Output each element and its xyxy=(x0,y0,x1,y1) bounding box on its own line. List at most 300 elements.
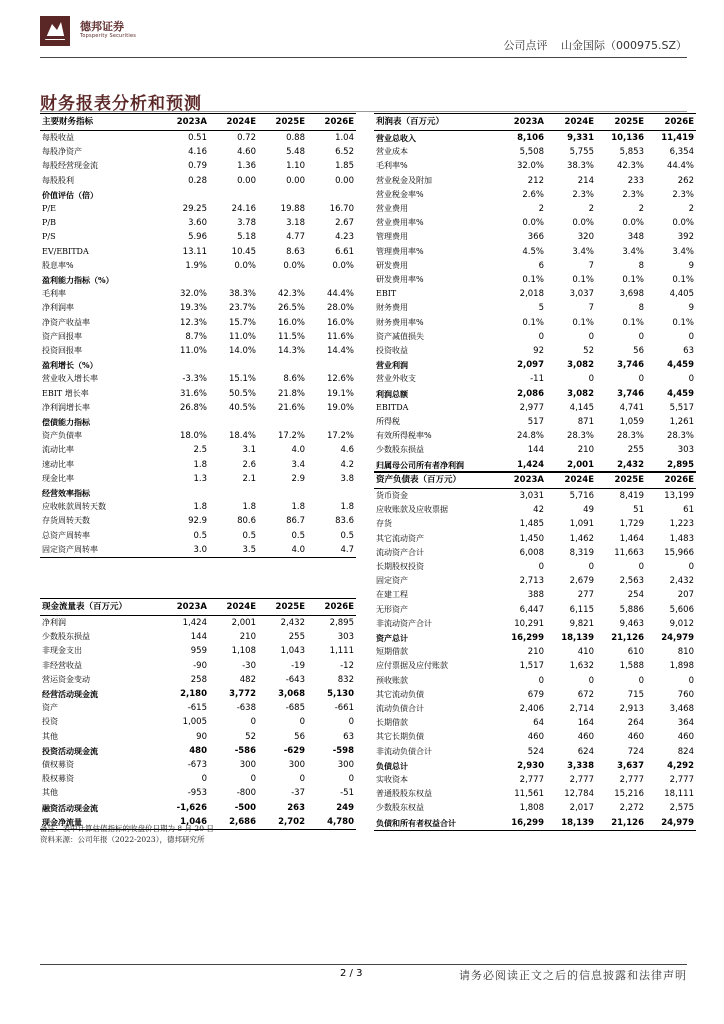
row-value: 4.7 xyxy=(307,543,356,558)
row-value: 760 xyxy=(677,689,694,700)
row-value: 3.1 xyxy=(242,445,256,456)
table-row xyxy=(374,702,696,716)
row-value: 3.8 xyxy=(340,473,354,484)
row-value: 2.3% xyxy=(572,189,594,200)
row-value: 56 xyxy=(633,346,644,357)
row-value: 8 xyxy=(638,260,644,271)
table-row xyxy=(40,744,356,758)
row-value: 5 xyxy=(538,303,544,314)
table-row xyxy=(374,230,696,244)
table-row xyxy=(374,730,696,744)
row-value: 1.8 xyxy=(291,502,305,513)
row-value: 4,459 xyxy=(667,388,694,399)
row-label: 速动比率 xyxy=(42,459,74,469)
table-row xyxy=(40,443,356,457)
row-value: 392 xyxy=(677,232,694,243)
table-row xyxy=(40,259,356,273)
row-value: 2,001 xyxy=(231,618,256,628)
year-header: 2026E xyxy=(307,114,356,131)
row-value: 2,563 xyxy=(619,576,644,587)
row-label: 固定资产 xyxy=(376,576,408,586)
row-value: 2.9 xyxy=(291,473,305,484)
row-value xyxy=(209,486,258,500)
row-value: 264 xyxy=(627,718,644,729)
row-value: 8,419 xyxy=(619,491,644,501)
table-row xyxy=(374,429,696,443)
row-value: 210 xyxy=(239,632,256,643)
row-value: 1,898 xyxy=(669,661,694,672)
row-value: 2,913 xyxy=(619,704,644,715)
row-value: 11.5% xyxy=(277,331,305,342)
table-row xyxy=(374,532,696,546)
row-value: 0.0% xyxy=(283,260,305,271)
row-value: 2,714 xyxy=(569,704,594,715)
row-value: 0.1% xyxy=(572,275,594,286)
table-row xyxy=(374,503,696,517)
table-title: 资产负债表（百万元） xyxy=(374,472,498,489)
row-label: 负债和所有者权益合计 xyxy=(374,816,498,831)
row-value: 0.5 xyxy=(291,530,305,541)
row-label: 经营效率指标 xyxy=(42,488,90,499)
table-row xyxy=(374,216,696,230)
row-value: 38.3% xyxy=(228,289,256,300)
row-value xyxy=(209,273,258,287)
row-label: 偿债能力指标 xyxy=(42,417,90,428)
row-value: 144 xyxy=(527,445,544,456)
row-label: 营业利润 xyxy=(376,360,408,371)
table-row xyxy=(374,330,696,344)
row-value: 3.60 xyxy=(188,218,207,229)
row-value: 19.3% xyxy=(179,303,207,314)
year-header: 2023A xyxy=(160,599,209,616)
row-value: 366 xyxy=(527,232,544,243)
row-value: 262 xyxy=(677,175,694,186)
table-row xyxy=(374,443,696,457)
row-value: 5,508 xyxy=(519,147,544,158)
row-value: 16,299 xyxy=(511,633,544,644)
row-label: 少数股东权益 xyxy=(376,803,424,813)
row-label: 毛利率% xyxy=(376,161,408,171)
row-value: 3,338 xyxy=(567,760,594,771)
table-row xyxy=(40,659,356,673)
row-value: 300 xyxy=(239,760,256,771)
row-value: -12 xyxy=(340,660,354,671)
row-label: 货币资金 xyxy=(376,491,408,500)
row-value: 56 xyxy=(294,731,305,742)
row-value: 8,106 xyxy=(517,133,544,143)
row-value: 0.0% xyxy=(522,218,544,229)
row-value: 0.00 xyxy=(335,175,354,186)
row-value: 2.6 xyxy=(242,459,256,470)
row-value: 4.16 xyxy=(188,147,207,158)
table-row xyxy=(374,174,696,188)
row-value: 0 xyxy=(688,331,694,342)
row-value: 0.1% xyxy=(522,275,544,286)
row-value: -3.3% xyxy=(182,374,207,385)
section-title: 财务报表分析和预测 xyxy=(40,94,202,114)
row-value: 2.6% xyxy=(522,189,544,200)
row-value: 0.51 xyxy=(188,133,207,143)
row-value: 32.0% xyxy=(179,289,207,300)
row-value: 1,462 xyxy=(569,533,594,544)
row-value: 1.10 xyxy=(286,161,305,172)
row-label: 净利润率 xyxy=(42,303,74,313)
row-value: 300 xyxy=(337,760,354,771)
row-value: 524 xyxy=(527,746,544,757)
row-value: 482 xyxy=(239,674,256,685)
row-value: 0 xyxy=(688,374,694,385)
row-value: 5,130 xyxy=(327,689,354,700)
row-value: 2,018 xyxy=(519,289,544,300)
row-value: 0 xyxy=(638,331,644,342)
row-value: 2,272 xyxy=(619,803,644,814)
footer-divider xyxy=(40,964,687,965)
row-label: 其它流动负债 xyxy=(376,689,424,699)
row-value: 16.70 xyxy=(329,204,354,215)
row-label: 现金净流量 xyxy=(40,815,160,830)
row-label: 毛利率 xyxy=(42,289,66,299)
table-row xyxy=(40,429,356,443)
row-value: 1.8 xyxy=(193,459,207,470)
year-header: 2025E xyxy=(258,114,307,131)
table-row xyxy=(40,772,356,786)
row-value: 3.5 xyxy=(209,543,258,558)
table-header xyxy=(40,599,356,616)
table-notes xyxy=(40,823,214,845)
table-title: 利润表（百万元） xyxy=(374,114,498,131)
row-value: 19.1% xyxy=(326,388,354,399)
table-row xyxy=(374,287,696,301)
row-value: 61 xyxy=(683,505,694,516)
row-value: 1,588 xyxy=(619,661,644,672)
row-value: 5.96 xyxy=(188,232,207,243)
row-value: 12,784 xyxy=(564,789,594,800)
row-value: 0.00 xyxy=(237,175,256,186)
row-value: 29.25 xyxy=(182,204,207,215)
row-value: -500 xyxy=(234,802,256,813)
page-number: 2 / 3 xyxy=(340,968,363,979)
row-value: 12.6% xyxy=(326,374,354,385)
row-value: 2,017 xyxy=(569,803,594,814)
row-value: 824 xyxy=(677,746,694,757)
table-row xyxy=(40,644,356,658)
row-label: 投资回报率 xyxy=(42,346,82,356)
row-value: 52 xyxy=(583,346,594,357)
row-label: 盈利能力指标（%） xyxy=(42,275,114,286)
row-label: 普通股股东权益 xyxy=(376,789,432,799)
row-value: 3,746 xyxy=(617,360,644,371)
row-value: 249 xyxy=(336,802,354,813)
row-value: 0.0% xyxy=(234,260,256,271)
row-label: 流动比率 xyxy=(42,445,74,455)
row-value: 1,111 xyxy=(329,646,354,657)
table-title: 主要财务指标 xyxy=(40,114,160,131)
row-value xyxy=(258,273,307,287)
row-value: 14.3% xyxy=(277,346,305,357)
table-row xyxy=(40,316,356,330)
table-row xyxy=(40,287,356,301)
row-value: 0.5 xyxy=(340,530,354,541)
row-value: 0.1% xyxy=(672,275,694,286)
row-label: 资产减值损失 xyxy=(376,331,424,341)
row-value: 624 xyxy=(577,746,594,757)
row-label: P/S xyxy=(42,232,56,242)
row-value: 6.61 xyxy=(335,246,354,257)
row-value: 92.9 xyxy=(188,516,207,527)
year-header: 2026E xyxy=(646,114,696,131)
row-value: -673 xyxy=(187,760,207,771)
row-value: 2 xyxy=(638,204,644,215)
row-value: 0 xyxy=(250,717,256,728)
year-header: 2025E xyxy=(596,114,646,131)
row-label: 非经营收益 xyxy=(42,660,82,670)
row-label: EBIT 增长率 xyxy=(42,388,89,398)
row-value: 6,447 xyxy=(519,604,544,615)
row-value: 3.0 xyxy=(160,543,209,558)
row-value: 83.6 xyxy=(335,516,354,527)
table-row xyxy=(40,472,356,486)
row-value: 2,777 xyxy=(669,775,694,786)
row-value: 1.85 xyxy=(335,161,354,172)
table-header xyxy=(40,114,356,131)
row-value: 0 xyxy=(588,675,594,686)
row-value: 144 xyxy=(190,632,207,643)
row-value: 44.4% xyxy=(666,161,694,172)
table-row xyxy=(374,574,696,588)
table-row xyxy=(374,517,696,531)
row-value: 15,216 xyxy=(614,789,644,800)
row-value: 480 xyxy=(189,745,207,756)
row-label: 流动资产合计 xyxy=(376,547,424,557)
table-row xyxy=(40,500,356,514)
row-value: 9 xyxy=(688,303,694,314)
table-row xyxy=(374,816,696,831)
table-row xyxy=(374,245,696,259)
row-value: 64 xyxy=(533,718,544,729)
row-value: 5.18 xyxy=(237,232,256,243)
year-header: 2024E xyxy=(546,114,596,131)
row-value: 4,292 xyxy=(667,760,694,771)
row-value: 254 xyxy=(627,590,644,601)
row-value: 7 xyxy=(588,260,594,271)
row-label: 利润总额 xyxy=(376,388,408,399)
row-value: 871 xyxy=(577,417,594,428)
row-value: 0.5 xyxy=(242,530,256,541)
table-title: 现金流量表（百万元） xyxy=(40,599,160,616)
row-value: -638 xyxy=(236,703,256,714)
row-value: 28.3% xyxy=(566,431,594,442)
row-value: 38.3% xyxy=(566,161,594,172)
row-value: 2,713 xyxy=(519,576,544,587)
row-value: 11,561 xyxy=(514,789,544,800)
row-value: 10,136 xyxy=(611,133,644,143)
row-value xyxy=(160,188,209,202)
row-value: 2,432 xyxy=(596,458,646,473)
row-value: 52 xyxy=(245,731,256,742)
row-label: 非流动负债合计 xyxy=(376,746,432,756)
table-row xyxy=(374,131,696,146)
row-value: 15.7% xyxy=(228,317,256,328)
row-value: 320 xyxy=(577,232,594,243)
row-label: 研发费用 xyxy=(376,260,408,270)
table-row xyxy=(374,159,696,173)
row-label: 存货 xyxy=(376,519,392,529)
row-value: 8,319 xyxy=(569,547,594,558)
row-value: 63 xyxy=(683,346,694,357)
row-label: 资产负债率 xyxy=(42,431,82,441)
row-label: 研发费用率% xyxy=(376,275,424,285)
row-label: 股息率% xyxy=(42,260,74,270)
table-row xyxy=(40,730,356,744)
table-row xyxy=(374,489,696,504)
table-row xyxy=(40,543,356,558)
row-value: 2 xyxy=(588,204,594,215)
row-value: 0 xyxy=(588,562,594,573)
row-value: 715 xyxy=(627,689,644,700)
row-value xyxy=(258,358,307,372)
row-value: 0.1% xyxy=(672,317,694,328)
row-value: 42.3% xyxy=(616,161,644,172)
row-value: 18,111 xyxy=(664,789,694,800)
row-value: 17.2% xyxy=(277,431,305,442)
row-value: 2,777 xyxy=(569,775,594,786)
table-row xyxy=(40,458,356,472)
row-label: 营业税金及附加 xyxy=(376,175,432,185)
row-value: 2,432 xyxy=(280,618,305,628)
row-value: 679 xyxy=(527,689,544,700)
row-value: 210 xyxy=(577,445,594,456)
table-row xyxy=(40,358,356,372)
row-value: 1,464 xyxy=(619,533,644,544)
row-value: 2,777 xyxy=(619,775,644,786)
row-label: 价值评估（倍） xyxy=(42,189,98,200)
row-value: -598 xyxy=(332,745,354,756)
row-value: 364 xyxy=(677,718,694,729)
table-row xyxy=(40,301,356,315)
row-value xyxy=(160,358,209,372)
row-value: 8.63 xyxy=(286,246,305,257)
row-value: 3,746 xyxy=(617,388,644,399)
table-row xyxy=(40,415,356,429)
row-value: 0.1% xyxy=(622,317,644,328)
row-value: 388 xyxy=(527,590,544,601)
row-value: 2,001 xyxy=(546,458,596,473)
row-value xyxy=(258,188,307,202)
row-value: 0.1% xyxy=(622,275,644,286)
row-value: 21,126 xyxy=(596,816,646,831)
row-value: 460 xyxy=(527,732,544,743)
row-value xyxy=(209,358,258,372)
row-value: 1,632 xyxy=(569,661,594,672)
row-value: 2.5 xyxy=(193,445,207,456)
table-header xyxy=(374,472,696,489)
row-value xyxy=(307,273,356,287)
row-value: 18,139 xyxy=(546,816,596,831)
row-value: 1.8 xyxy=(193,502,207,513)
row-value: 5,853 xyxy=(619,147,644,158)
row-value: 0 xyxy=(201,774,207,785)
row-value: 6,115 xyxy=(569,604,594,615)
row-value: 5,716 xyxy=(569,491,594,501)
row-value: 0 xyxy=(348,774,354,785)
table-row xyxy=(40,131,356,146)
row-value: 4,459 xyxy=(667,360,694,371)
row-value: 1.8 xyxy=(242,502,256,513)
row-value: 1.36 xyxy=(237,161,256,172)
row-label: 长期股权投资 xyxy=(376,562,424,572)
row-value: 4,780 xyxy=(307,815,356,830)
table-row xyxy=(374,401,696,415)
table-row xyxy=(40,514,356,528)
row-value: 0 xyxy=(299,774,305,785)
row-value: 23.7% xyxy=(228,303,256,314)
row-value: 0 xyxy=(638,374,644,385)
row-value: 3,037 xyxy=(569,289,594,300)
row-label: 应收账款及应收票据 xyxy=(376,505,448,515)
row-value: 11.6% xyxy=(326,331,354,342)
row-value: 258 xyxy=(190,674,207,685)
row-value: 2,180 xyxy=(180,689,207,700)
row-value: 2,895 xyxy=(646,458,696,473)
row-value: 16.0% xyxy=(277,317,305,328)
row-value: 3,031 xyxy=(519,491,544,501)
table-row xyxy=(40,202,356,216)
row-value: 0 xyxy=(638,675,644,686)
row-value: 0.0% xyxy=(622,218,644,229)
row-value: 9 xyxy=(688,260,694,271)
table-row xyxy=(374,145,696,159)
row-value: 26.8% xyxy=(179,402,207,413)
table-row xyxy=(374,202,696,216)
row-value: 24.16 xyxy=(231,204,256,215)
row-value: 460 xyxy=(677,732,694,743)
row-value: 2,777 xyxy=(519,775,544,786)
row-value: 0.5 xyxy=(193,530,207,541)
row-value: 2,679 xyxy=(569,576,594,587)
year-header: 2023A xyxy=(498,472,546,489)
table-row xyxy=(374,273,696,287)
key-indicators-table xyxy=(40,113,356,558)
table-row xyxy=(40,245,356,259)
row-value: 460 xyxy=(577,732,594,743)
row-value: 610 xyxy=(627,647,644,658)
row-label: 应付票据及应付账款 xyxy=(376,661,448,671)
row-value: 1.04 xyxy=(335,133,354,143)
row-value: 164 xyxy=(577,718,594,729)
year-header: 2026E xyxy=(646,472,696,489)
table-row xyxy=(40,174,356,188)
row-value: 460 xyxy=(627,732,644,743)
row-value: 210 xyxy=(527,647,544,658)
row-value: 0 xyxy=(638,562,644,573)
row-value: 1.3 xyxy=(193,473,207,484)
table-row xyxy=(40,344,356,358)
row-label: 营运资金变动 xyxy=(42,674,90,684)
row-value: 9,012 xyxy=(669,618,694,629)
row-value: 4,405 xyxy=(669,289,694,300)
row-label: 债权募资 xyxy=(42,760,74,770)
table-row xyxy=(40,701,356,715)
row-value: 212 xyxy=(527,175,544,186)
row-value: 4.60 xyxy=(237,147,256,158)
table-row xyxy=(40,188,356,202)
row-label: 每股净资产 xyxy=(42,147,82,157)
row-value: 63 xyxy=(343,731,354,742)
row-value: 86.7 xyxy=(286,516,305,527)
row-label: 营业总收入 xyxy=(376,133,416,143)
row-value: 80.6 xyxy=(237,516,256,527)
row-value: 3.78 xyxy=(237,218,256,229)
